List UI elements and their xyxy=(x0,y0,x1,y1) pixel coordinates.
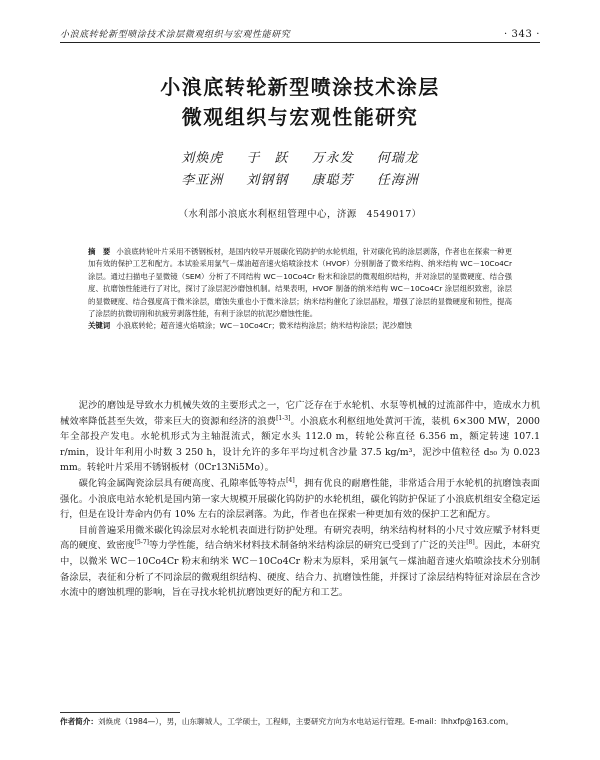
citation: [5-7] xyxy=(134,539,149,547)
text-run: ，拥有优良的耐磨性能，非常适合用于水轮机的抗磨蚀表面强化。小浪底电站水轮机是国内第一家大规模开展碳化钨防护的水轮机组，碳化钨防护保证了小浪底机组安全稳定运行，但是在设计寿命内仍有 10% 左右的涂层剥落。为此，作者也在探索一种更加有效的保护工艺和配方。 xyxy=(60,477,540,521)
keywords-label: 关键词 xyxy=(88,321,111,331)
page-number: · 343 · xyxy=(503,29,540,40)
citation: [8] xyxy=(466,539,475,547)
text-run: 。因此，本研究中，以微米 WC－10Co4Cr 粉末和纳米 WC－10Co4Cr 粉末为原料，采用氯气－煤油超音速火焰喷涂技术分别制备涂层，表征和分析了不同涂层的微观组织结构、硬度、结合力、抗磨蚀性能，并探讨了涂层结构特征对涂层在含沙水流中的磨蚀机理的影响，旨在寻找水轮机抗磨蚀更好的配方和工艺。 xyxy=(60,540,540,599)
paper-title xyxy=(60,72,540,132)
running-title: 小浪底转轮新型喷涂技术涂层微观组织与宏观性能研究 xyxy=(60,30,291,40)
author-row-1 xyxy=(60,148,540,170)
keywords-paragraph xyxy=(88,320,512,332)
affiliation: （水利部小浪底水利枢纽管理中心，济源 4549017） xyxy=(178,209,422,220)
footnote-text: 刘焕虎（1984—），男，山东聊城人，工学硕士，工程师，主要研究方向为水电站运行管理。E-mail：lhhxfp@163.com。 xyxy=(97,717,514,726)
author-row-2 xyxy=(60,170,540,192)
author-footnote xyxy=(60,712,540,728)
text-run: 碳化钨金属陶瓷涂层具有硬高度、孔隙率低等特点 xyxy=(78,477,287,489)
running-header xyxy=(60,18,540,43)
body-paragraph-1 xyxy=(60,398,540,476)
footnote-rule xyxy=(60,712,180,713)
author-name: 康聪芳 xyxy=(311,173,354,188)
citation: [4] xyxy=(286,476,295,484)
body-paragraph-3 xyxy=(60,523,540,601)
title-line-2: 微观组织与宏观性能研究 xyxy=(181,105,419,129)
text-run: 目前普遍采用微米碳化钨涂层对水轮机表面进行防护处理。有研究表明，纳米结构材料的小尺寸效应赋予材料更高的硬度、致密度 xyxy=(60,524,540,552)
author-name: 于 跃 xyxy=(246,151,289,166)
citation: [1-3] xyxy=(276,414,291,422)
body-paragraph-2 xyxy=(60,476,540,523)
text-run: 泥沙的磨蚀是导致水力机械失效的主要形式之一，它广泛存在于水轮机、水泵等机械的过流部件中，造成水力机械效率降低甚至失效，带来巨大的资源和经济的浪费 xyxy=(60,400,540,427)
author-name: 刘焕虎 xyxy=(181,151,224,166)
author-name: 李亚洲 xyxy=(181,173,224,188)
author-name: 何瑞龙 xyxy=(376,151,419,166)
footnote-label: 作者简介： xyxy=(60,717,98,726)
author-list xyxy=(60,148,540,192)
abstract-text: 小浪底转轮叶片采用不锈钢板材，是国内较早开展碳化钨防护的水轮机组，针对碳化钨的涂层剥落，作者也在探索一种更加有效的保护工艺和配方。本试验采用氯气－煤油超音速火焰喷涂技术（HVOF）分别制备了微米结构、纳米结构 WC－10Co4Cr 涂层。通过扫描电子显微镜（SEM）分析了不同结构 WC－10Co4Cr 粉末和涂层的微观组织结构，并对涂层的显微硬度、结合强度、抗磨蚀性能进行了对比，探讨了涂层泥沙磨蚀机制。结果表明，HVOF 制备的纳米结构 WC－10Co4Cr 涂层组织致密，涂层的显微硬度、结合强度高于微米涂层，磨蚀失重也小于微米涂层；纳米结构催化了涂层晶粒，增强了涂层的显微硬度和韧性，提高了涂层的抗微切削和抗疲劳剥落性能，有利于涂层的抗泥沙磨蚀性能。 xyxy=(88,247,512,319)
title-line-1: 小浪底转轮新型喷涂技术涂层 xyxy=(160,75,440,99)
abstract-paragraph xyxy=(88,246,512,320)
body-text xyxy=(60,398,540,601)
author-name: 刘钢钢 xyxy=(246,173,289,188)
text-run: 等力学性能，结合纳米材料技术制备纳米结构涂层的研究已受到了广泛的关注 xyxy=(148,540,467,552)
author-name: 任海洲 xyxy=(376,173,419,188)
keywords-text: 小浪底转轮；超音速火焰喷涂；WC－10Co4Cr；微米结构涂层；纳米结构涂层；泥沙磨蚀 xyxy=(116,321,412,331)
abstract-label: 摘 要 xyxy=(88,247,111,256)
text-run: 。小浪底水利枢纽地处黄河干流，装机 6×300 MW，2000 年全部投产发电。水轮机形式为主轴混流式，额定水头 112.0 m，转轮公称直径 6.356 m，额定转速 107.1 r/min，设计年利用小时数 3 250 h，设计允许的多年平均过机含沙量 37.5 kg/m³，泥沙中值粒径 d₅₀ 为 0.023 mm。转轮叶片采用不锈钢板材（0Cr13Ni5Mo）。 xyxy=(60,415,540,474)
abstract xyxy=(88,246,512,333)
author-name: 万永发 xyxy=(311,151,354,166)
